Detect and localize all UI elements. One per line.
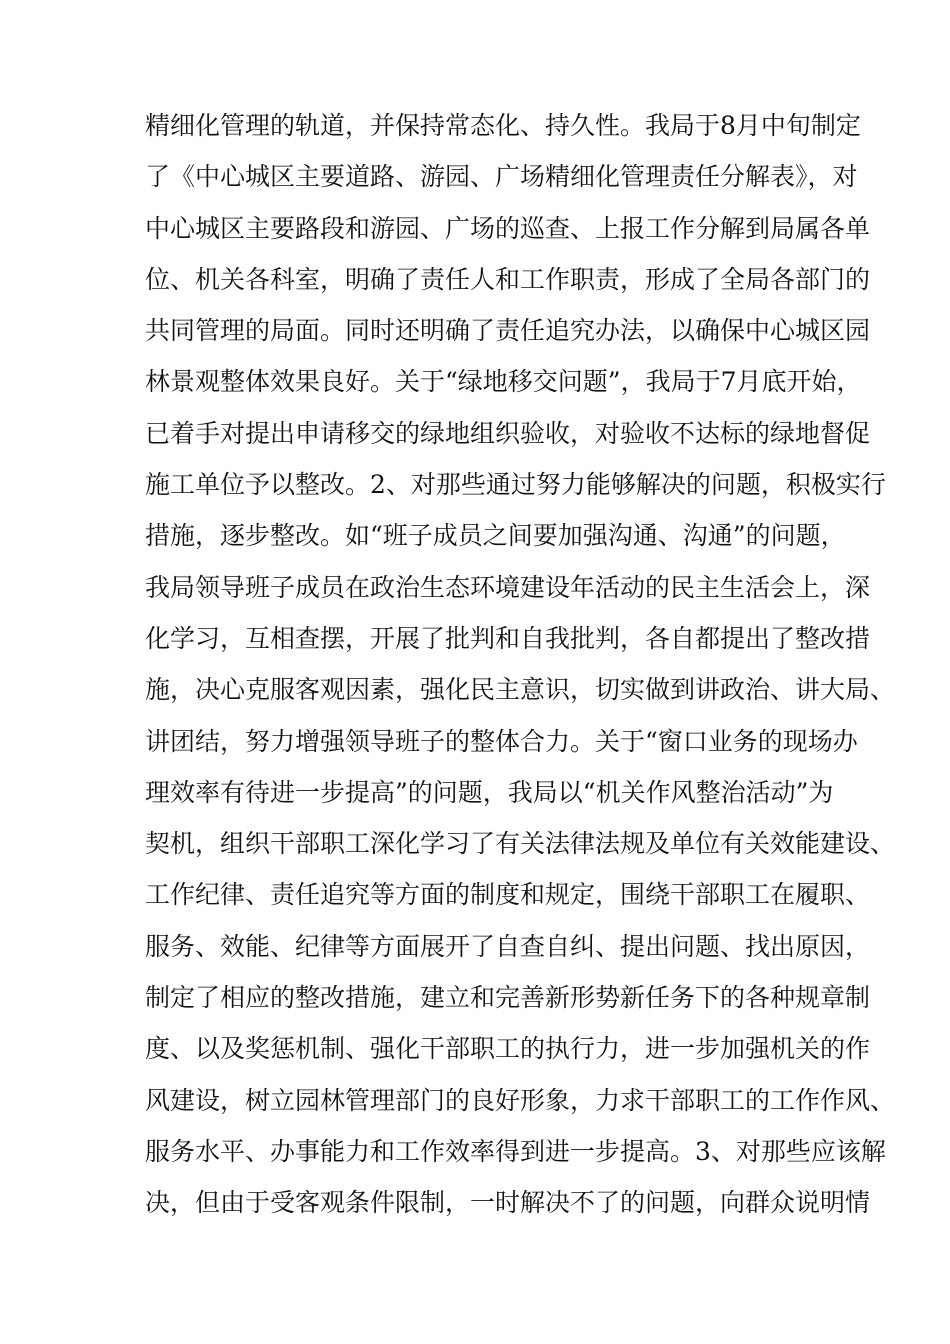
- text-line: 已着手对提出申请移交的绿地组织验收，对验收不达标的绿地督促: [145, 418, 871, 448]
- text-line: 度、以及奖惩机制、强化干部职工的执行力，进一步加强机关的作: [145, 1034, 871, 1064]
- text-line: 共同管理的局面。同时还明确了责任追究办法，以确保中心城区园: [145, 316, 871, 346]
- text-line: 化学习，互相查摆，开展了批判和自我批判，各自都提出了整改措: [145, 623, 871, 653]
- text-line: 施工单位予以整改。2、对那些通过努力能够解决的问题，积极实行: [145, 470, 886, 500]
- text-line: 风建设，树立园林管理部门的良好形象，力求干部职工的工作作风、: [145, 1085, 896, 1115]
- body-paragraph: [145, 100, 896, 1229]
- text-line: 林景观整体效果良好。关于“绿地移交问题”，我局于7月底开始，: [145, 367, 862, 397]
- text-line: 措施，逐步整改。如“班子成员之间要加强沟通、沟通”的问题，: [145, 521, 846, 551]
- text-line: 工作纪律、责任追究等方面的制度和规定，围绕干部职工在履职、: [145, 880, 871, 910]
- text-line: 理效率有待进一步提高”的问题，我局以“机关作风整治活动”为: [145, 777, 834, 807]
- text-line: 服务水平、办事能力和工作效率得到进一步提高。3、对那些应该解: [145, 1136, 886, 1166]
- text-line: 了《中心城区主要道路、游园、广场精细化管理责任分解表》，对: [145, 162, 858, 192]
- text-line: 制定了相应的整改措施，建立和完善新形势新任务下的各种规章制: [145, 983, 871, 1013]
- text-line: 决，但由于受客观条件限制，一时解决不了的问题，向群众说明情: [145, 1188, 871, 1218]
- text-line: 精细化管理的轨道，并保持常态化、持久性。我局于8月中旬制定: [145, 111, 861, 140]
- text-line: 契机，组织干部职工深化学习了有关法律法规及单位有关效能建设、: [145, 829, 896, 859]
- text-line: 我局领导班子成员在政治生态环境建设年活动的民主生活会上，深: [145, 572, 871, 602]
- text-line: 位、机关各科室，明确了责任人和工作职责，形成了全局各部门的: [145, 264, 871, 294]
- text-line: 服务、效能、纪律等方面展开了自查自纠、提出问题、找出原因，: [145, 931, 871, 961]
- text-line: 施，决心克服客观因素，强化民主意识，切实做到讲政治、讲大局、: [145, 675, 896, 705]
- text-line: 中心城区主要路段和游园、广场的巡查、上报工作分解到局属各单: [145, 213, 871, 243]
- text-line: 讲团结，努力增强领导班子的整体合力。关于“窗口业务的现场办: [145, 726, 858, 756]
